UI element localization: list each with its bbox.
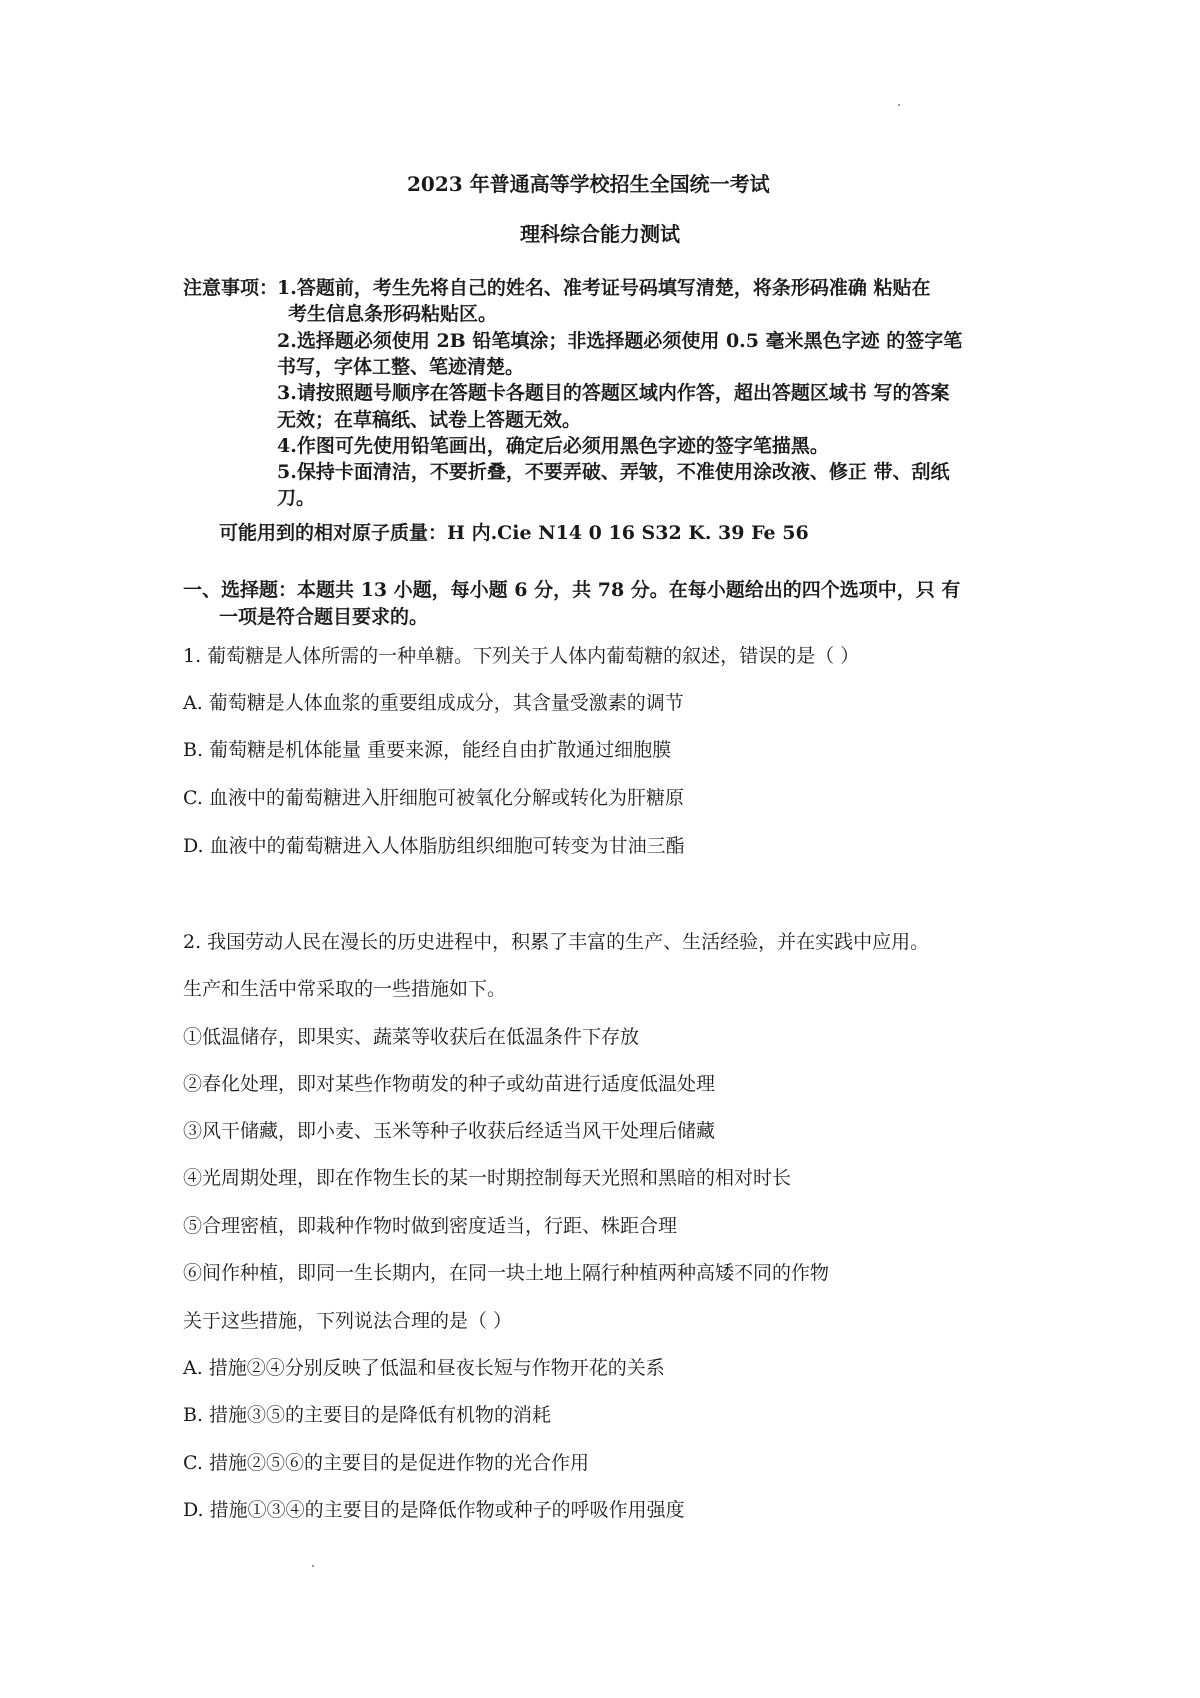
- question-1-option-d: D. 血液中的葡萄糖进入人体脂肪组织细胞可转变为甘油三酯: [183, 835, 685, 857]
- note-1-line-2: 考生信息条形码粘贴区。: [288, 303, 498, 325]
- exam-subtitle: 理科综合能力测试: [520, 222, 680, 246]
- question-2-option-a: A. 措施②④分别反映了低温和昼夜长短与作物开花的关系: [183, 1357, 665, 1379]
- question-2-stem-line-1: 2. 我国劳动人民在漫长的历史进程中，积累了丰富的生产、生活经验，并在实践中应用。: [183, 931, 930, 953]
- scan-speck-bottom: [312, 1565, 314, 1567]
- question-2-option-d: D. 措施①③④的主要目的是降低作物或种子的呼吸作用强度: [183, 1499, 685, 1521]
- note-2-line-1: 2.选择题必须使用 2B 铅笔填涂；非选择题必须使用 0.5 毫米黑色字迹 的签字笔: [277, 330, 963, 352]
- section-1-heading-line-2: 一项是符合题目要求的。: [219, 606, 429, 628]
- section-1-heading-line-1: 一、选择题：本题共 13 小题，每小题 6 分，共 78 分。在每小题给出的四个选项中，只 有: [183, 579, 961, 601]
- note-5-line-2: 刀。: [277, 487, 316, 509]
- question-1-option-c: C. 血液中的葡萄糖进入肝细胞可被氧化分解或转化为肝糖原: [183, 787, 684, 809]
- question-2-option-c: C. 措施②⑤⑥的主要目的是促进作物的光合作用: [183, 1452, 589, 1474]
- note-1-line-1: 1.答题前，考生先将自己的姓名、准考证号码填写清楚，将条形码准确 粘贴在: [277, 277, 931, 299]
- note-3-line-1: 3.请按照题号顺序在答题卡各题目的答题区域内作答，超出答题区域书 写的答案: [277, 382, 950, 404]
- scan-speck-top: [898, 104, 900, 106]
- measure-3: ③风干储藏，即小麦、玉米等种子收获后经适当风干处理后储藏: [183, 1120, 716, 1142]
- note-4: 4.作图可先使用铅笔画出，确定后必须用黑色字迹的签字笔描黑。: [277, 435, 829, 457]
- atomic-mass-line: 可能用到的相对原子质量：H 内.Cie N14 0 16 S32 K. 39 Fe 56: [219, 522, 809, 544]
- question-2-prompt: 关于这些措施，下列说法合理的是（ ）: [183, 1310, 513, 1332]
- measure-2: ②春化处理，即对某些作物萌发的种子或幼苗进行适度低温处理: [183, 1073, 716, 1095]
- note-3-line-2: 无效；在草稿纸、试卷上答题无效。: [277, 409, 582, 431]
- question-1-option-b: B. 葡萄糖是机体能量 重要来源，能经自由扩散通过细胞膜: [183, 739, 672, 761]
- note-2-line-2: 书写，字体工整、笔迹清楚。: [277, 356, 525, 378]
- question-1-option-a: A. 葡萄糖是人体血浆的重要组成成分，其含量受激素的调节: [183, 692, 684, 714]
- note-5-line-1: 5.保持卡面清洁，不要折叠，不要弄破、弄皱，不准使用涂改液、修正 带、刮纸: [277, 461, 950, 483]
- question-2-option-b: B. 措施③⑤的主要目的是降低有机物的消耗: [183, 1404, 552, 1426]
- measure-4: ④光周期处理，即在作物生长的某一时期控制每天光照和黑暗的相对时长: [183, 1167, 792, 1189]
- question-1-stem: 1. 葡萄糖是人体所需的一种单糖。下列关于人体内葡萄糖的叙述，错误的是（ ）: [183, 645, 860, 667]
- measure-1: ①低温储存，即果实、蔬菜等收获后在低温条件下存放: [183, 1026, 640, 1048]
- exam-title: 2023 年普通高等学校招生全国统一考试: [407, 172, 770, 196]
- measure-5: ⑤合理密植，即栽种作物时做到密度适当，行距、株距合理: [183, 1215, 678, 1237]
- measure-6: ⑥间作种植，即同一生长期内，在同一块土地上隔行种植两种高矮不同的作物: [183, 1262, 830, 1284]
- notes-label: 注意事项：: [183, 277, 279, 299]
- question-2-stem-line-2: 生产和生活中常采取的一些措施如下。: [183, 978, 507, 1000]
